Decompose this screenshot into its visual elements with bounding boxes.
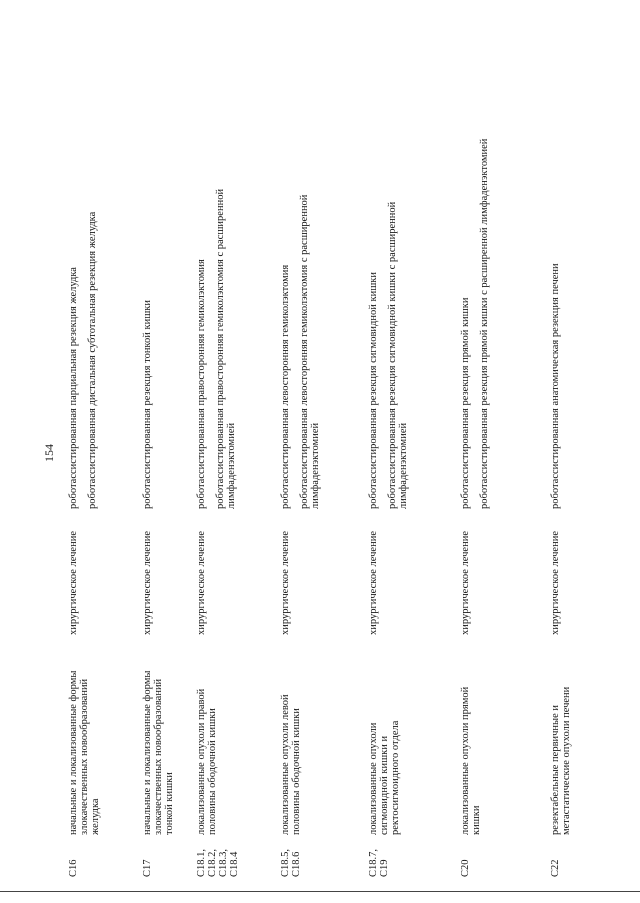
operation-item: роботассистированная парциальная резекция желудка: [68, 267, 79, 509]
page-number: 154: [42, 444, 56, 462]
icd-code: C18.1, C18.2, C18.3, C18.4: [196, 848, 240, 877]
treatment-method: хирургическое лечение: [196, 531, 207, 635]
page-edge-line: [0, 891, 640, 892]
icd-code: C16: [68, 859, 79, 877]
icd-code: C20: [460, 859, 471, 877]
diagnosis-cell: локализованные опухоли правой половины ободочной кишки: [196, 688, 218, 835]
operation-item: роботассистированная правосторонняя гемиколэктомия: [196, 259, 207, 509]
operations-cell: [280, 129, 329, 509]
operations-cell: [550, 129, 569, 509]
treatment-method: хирургическое лечение: [68, 531, 79, 635]
operation-item: роботассистированная резекция сигмовидной кишки с расширенной лимфаденэктомией: [387, 201, 409, 509]
operations-cell: [68, 129, 106, 509]
operation-item: роботассистированная дистальная субтотальная резекция желудка: [87, 211, 98, 509]
treatment-method: хирургическое лечение: [460, 531, 471, 635]
operation-item: роботассистированная резекция прямой кишки: [460, 297, 471, 509]
treatment-method: хирургическое лечение: [280, 531, 291, 635]
operations-cell: [142, 129, 161, 509]
diagnosis-cell: локализованные опухоли прямой кишки: [460, 686, 482, 835]
diagnosis-cell: резектабельные первичные и метастатические опухоли печени: [550, 686, 572, 835]
operation-item: роботассистированная правосторонняя гемиколэктомия с расширенной лимфаденэктомией: [215, 188, 237, 509]
rotated-table: [68, 125, 628, 885]
diagnosis-cell: начальные и локализованные формы злокачественных новообразований тонкой кишки: [142, 670, 175, 835]
diagnosis-cell: локализованные опухоли сигмовидной кишки и ректосигмоидного отдела: [368, 720, 401, 835]
operation-item: роботассистированная левосторонняя гемиколэктомия: [280, 264, 291, 509]
operation-item: роботассистированная резекция прямой кишки с расширенной лимфаденэктомией: [479, 138, 490, 509]
diagnosis-cell: начальные и локализованные формы злокачественных новообразований желудка: [68, 670, 101, 835]
treatment-method: хирургическое лечение: [142, 531, 153, 635]
diagnosis-cell: локализованные опухоли левой половины ободочной кишки: [280, 694, 302, 835]
operations-cell: [196, 129, 245, 509]
icd-code: C17: [142, 859, 153, 877]
operations-cell: [460, 129, 498, 509]
icd-code: C18.5, C18.6: [280, 848, 302, 877]
operation-item: роботассистированная анатомическая резекция печени: [550, 263, 561, 509]
operation-item: роботассистированная резекция сигмовидной кишки: [368, 271, 379, 509]
operations-cell: [368, 129, 417, 509]
operation-item: роботассистированная левосторонняя гемиколэктомия с расширенной лимфаденэктомией: [299, 194, 321, 509]
treatment-method: хирургическое лечение: [550, 531, 561, 635]
operation-item: роботассистированная резекция тонкой кишки: [142, 299, 153, 509]
icd-code: C18.7, C19: [368, 848, 390, 877]
treatment-method: хирургическое лечение: [368, 531, 379, 635]
icd-code: C22: [550, 859, 561, 877]
